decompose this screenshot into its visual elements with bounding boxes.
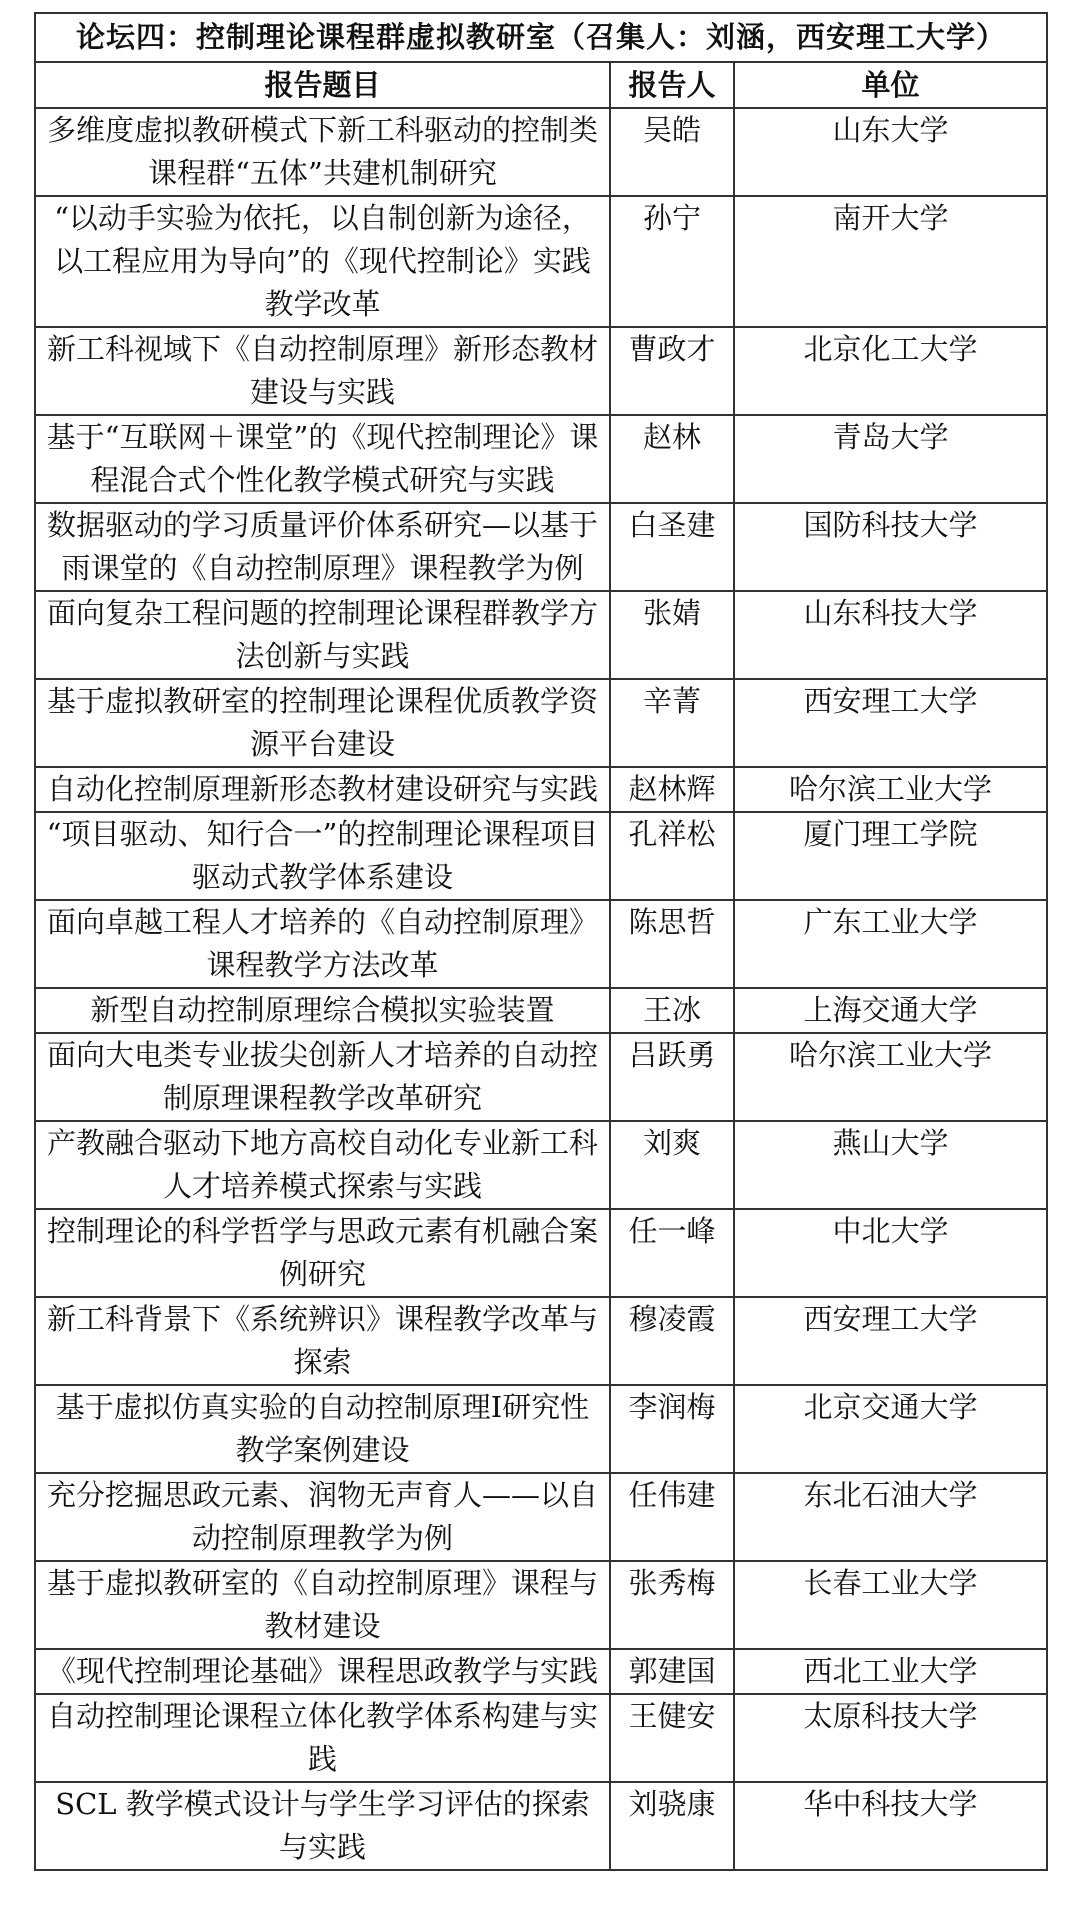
report-speaker: 曹政才 <box>610 327 734 415</box>
report-topic: 自动化控制原理新形态教材建设研究与实践 <box>35 767 610 812</box>
report-topic: 面向大电类专业拔尖创新人才培养的自动控制原理课程教学改革研究 <box>35 1033 610 1121</box>
report-topic: 数据驱动的学习质量评价体系研究—以基于雨课堂的《自动控制原理》课程教学为例 <box>35 503 610 591</box>
report-unit: 哈尔滨工业大学 <box>734 1033 1047 1121</box>
report-speaker: 任一峰 <box>610 1209 734 1297</box>
table-row <box>35 1297 1047 1385</box>
report-speaker: 穆凌霞 <box>610 1297 734 1385</box>
report-unit: 哈尔滨工业大学 <box>734 767 1047 812</box>
report-topic: 充分挖掘思政元素、润物无声育人——以自动控制原理教学为例 <box>35 1473 610 1561</box>
report-speaker: 刘爽 <box>610 1121 734 1209</box>
report-topic: 自动控制理论课程立体化教学体系构建与实践 <box>35 1694 610 1782</box>
table-row <box>35 1694 1047 1782</box>
table-row <box>35 196 1047 327</box>
report-speaker: 任伟建 <box>610 1473 734 1561</box>
report-speaker: 郭建国 <box>610 1649 734 1694</box>
table-row <box>35 1649 1047 1694</box>
report-topic: 基于虚拟仿真实验的自动控制原理I研究性教学案例建设 <box>35 1385 610 1473</box>
report-speaker: 孔祥松 <box>610 812 734 900</box>
table-row <box>35 900 1047 988</box>
report-speaker: 赵林辉 <box>610 767 734 812</box>
report-unit: 山东大学 <box>734 108 1047 196</box>
table-row <box>35 988 1047 1033</box>
report-topic: 控制理论的科学哲学与思政元素有机融合案例研究 <box>35 1209 610 1297</box>
table-row <box>35 1033 1047 1121</box>
table-row <box>35 108 1047 196</box>
report-topic: 新工科背景下《系统辨识》课程教学改革与探索 <box>35 1297 610 1385</box>
report-speaker: 张秀梅 <box>610 1561 734 1649</box>
table-row <box>35 591 1047 679</box>
report-speaker: 孙宁 <box>610 196 734 327</box>
report-speaker: 吴皓 <box>610 108 734 196</box>
table-row <box>35 1385 1047 1473</box>
table-row <box>35 679 1047 767</box>
table-row <box>35 415 1047 503</box>
table-row <box>35 1121 1047 1209</box>
report-topic: 多维度虚拟教研模式下新工科驱动的控制类课程群“五体”共建机制研究 <box>35 108 610 196</box>
report-unit: 北京化工大学 <box>734 327 1047 415</box>
column-header-row <box>35 62 1047 108</box>
report-speaker: 刘骁康 <box>610 1782 734 1870</box>
report-topic: 面向卓越工程人才培养的《自动控制原理》课程教学方法改革 <box>35 900 610 988</box>
report-topic: “以动手实验为依托，以自制创新为途径，以工程应用为导向”的《现代控制论》实践教学改革 <box>35 196 610 327</box>
report-unit: 中北大学 <box>734 1209 1047 1297</box>
forum-title-row <box>35 13 1047 62</box>
report-topic: SCL 教学模式设计与学生学习评估的探索与实践 <box>35 1782 610 1870</box>
table-row <box>35 1782 1047 1870</box>
report-unit: 青岛大学 <box>734 415 1047 503</box>
report-unit: 西安理工大学 <box>734 679 1047 767</box>
report-speaker: 辛菁 <box>610 679 734 767</box>
report-speaker: 张婧 <box>610 591 734 679</box>
forum-title: 论坛四：控制理论课程群虚拟教研室（召集人：刘涵，西安理工大学） <box>35 13 1047 62</box>
report-unit: 东北石油大学 <box>734 1473 1047 1561</box>
report-speaker: 陈思哲 <box>610 900 734 988</box>
report-topic: 基于“互联网＋课堂”的《现代控制理论》课程混合式个性化教学模式研究与实践 <box>35 415 610 503</box>
report-unit: 西安理工大学 <box>734 1297 1047 1385</box>
report-topic: 新工科视域下《自动控制原理》新形态教材建设与实践 <box>35 327 610 415</box>
report-unit: 厦门理工学院 <box>734 812 1047 900</box>
forum-program-table <box>34 12 1048 1871</box>
report-unit: 燕山大学 <box>734 1121 1047 1209</box>
table-row <box>35 1209 1047 1297</box>
report-topic: 基于虚拟教研室的《自动控制原理》课程与教材建设 <box>35 1561 610 1649</box>
report-unit: 太原科技大学 <box>734 1694 1047 1782</box>
report-speaker: 王冰 <box>610 988 734 1033</box>
report-speaker: 王健安 <box>610 1694 734 1782</box>
table-row <box>35 812 1047 900</box>
table-row <box>35 1561 1047 1649</box>
report-topic: 产教融合驱动下地方高校自动化专业新工科人才培养模式探索与实践 <box>35 1121 610 1209</box>
report-speaker: 李润梅 <box>610 1385 734 1473</box>
table-row <box>35 767 1047 812</box>
report-unit: 南开大学 <box>734 196 1047 327</box>
report-unit: 国防科技大学 <box>734 503 1047 591</box>
report-topic: 《现代控制理论基础》课程思政教学与实践 <box>35 1649 610 1694</box>
report-unit: 山东科技大学 <box>734 591 1047 679</box>
table-row <box>35 1473 1047 1561</box>
report-speaker: 吕跃勇 <box>610 1033 734 1121</box>
table-body <box>35 108 1047 1870</box>
report-topic: 面向复杂工程问题的控制理论课程群教学方法创新与实践 <box>35 591 610 679</box>
report-unit: 上海交通大学 <box>734 988 1047 1033</box>
column-header-topic: 报告题目 <box>35 62 610 108</box>
table-row <box>35 327 1047 415</box>
report-unit: 广东工业大学 <box>734 900 1047 988</box>
report-topic: “项目驱动、知行合一”的控制理论课程项目驱动式教学体系建设 <box>35 812 610 900</box>
column-header-speaker: 报告人 <box>610 62 734 108</box>
report-speaker: 白圣建 <box>610 503 734 591</box>
column-header-unit: 单位 <box>734 62 1047 108</box>
report-topic: 新型自动控制原理综合模拟实验装置 <box>35 988 610 1033</box>
table-row <box>35 503 1047 591</box>
report-unit: 长春工业大学 <box>734 1561 1047 1649</box>
report-unit: 北京交通大学 <box>734 1385 1047 1473</box>
report-unit: 西北工业大学 <box>734 1649 1047 1694</box>
report-speaker: 赵林 <box>610 415 734 503</box>
report-unit: 华中科技大学 <box>734 1782 1047 1870</box>
report-topic: 基于虚拟教研室的控制理论课程优质教学资源平台建设 <box>35 679 610 767</box>
